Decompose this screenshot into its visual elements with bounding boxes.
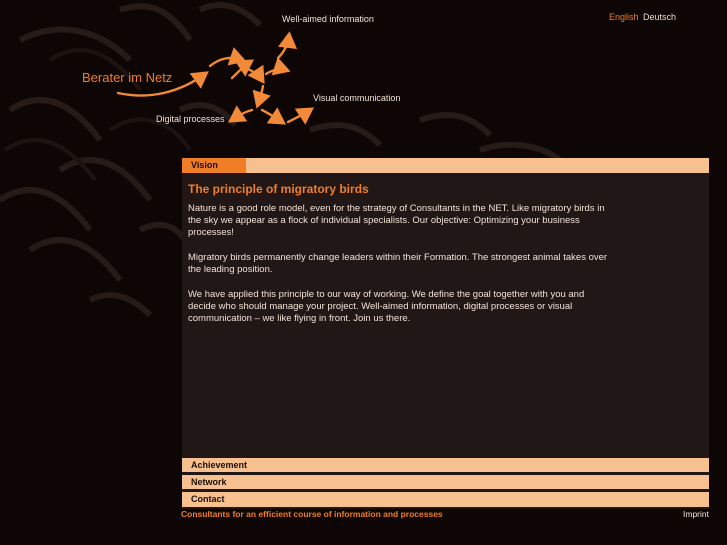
diagram-label-well-aimed[interactable]: Well-aimed information (282, 14, 374, 24)
diagram-label-digital[interactable]: Digital processes (156, 114, 225, 124)
imprint-link[interactable]: Imprint (683, 509, 709, 519)
footer-tagline: Consultants for an efficient course of information and processes (181, 509, 443, 519)
diagram-label-visual[interactable]: Visual communication (313, 93, 401, 103)
tab-network[interactable]: Network (182, 475, 709, 490)
page-title: The principle of migratory birds (188, 182, 369, 196)
content-panel (182, 158, 709, 509)
paragraph: Migratory birds permanently change leaders within their Formation. The strongest animal takes over the leading position. (188, 252, 608, 275)
tab-vision[interactable] (182, 158, 709, 173)
paragraph: Nature is a good role model, even for the strategy of Consultants in the NET. Like migratory birds in the sky we appear as a flock of individual specialists. Our objective: Optimizing your business processes! (188, 203, 605, 238)
paragraph: We have applied this principle to our way of working. We define the goal together with you and decide who should manage your project. Well-aimed information, digital processes or visual communication – we like flying in front. Join us there. (188, 289, 585, 324)
site-logo[interactable]: Berater im Netz (82, 70, 173, 85)
language-deutsch-link[interactable]: Deutsch (643, 12, 677, 22)
tab-contact[interactable]: Contact (182, 492, 709, 507)
main-content (182, 175, 709, 458)
tab-vision-label: Vision (191, 160, 218, 170)
tab-achievement[interactable]: Achievement (182, 458, 709, 473)
language-english-link[interactable]: English (609, 12, 639, 22)
